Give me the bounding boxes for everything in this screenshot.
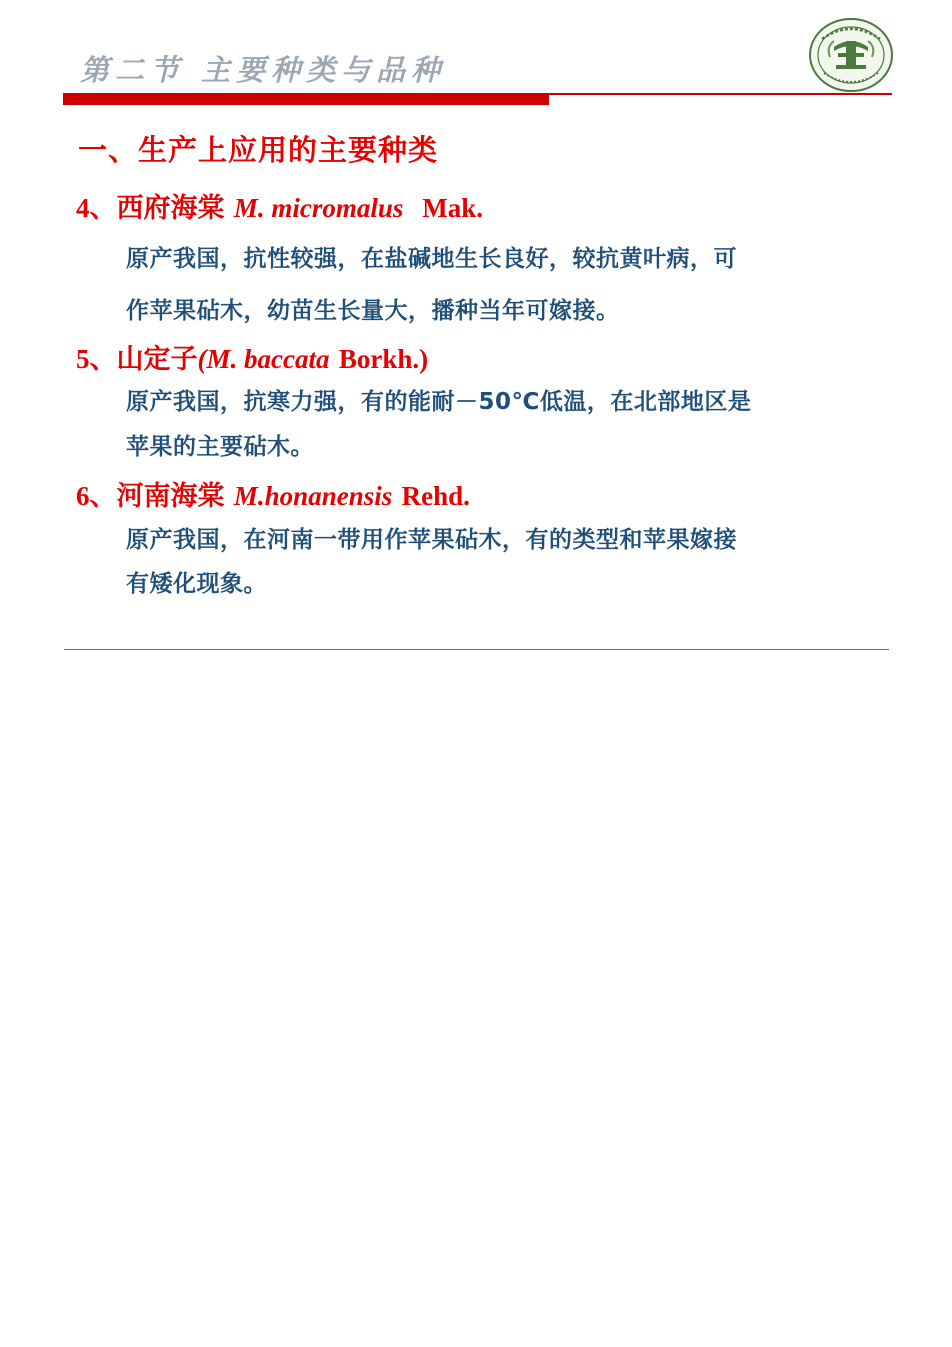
species-cn-name: 山定子 (116, 344, 198, 375)
species-author: Mak. (422, 193, 483, 223)
species-title (76, 186, 483, 225)
main-heading: 一、生产上应用的主要种类 (78, 133, 439, 167)
species-description-text: 原产我国，抗寒力强，有的能耐－50℃低温，在北部地区是 (126, 389, 752, 415)
species-number: 6、 (76, 481, 117, 511)
species-title (76, 474, 470, 513)
species-author: Borkh. (338, 344, 420, 374)
species-title (76, 337, 428, 376)
university-seal-icon (808, 17, 894, 93)
species-description-line (126, 383, 751, 416)
species-number: 4、 (76, 193, 117, 223)
close-paren: ) (419, 344, 429, 374)
species-number: 5、 (76, 344, 117, 374)
species-description-line: 原产我国，抗性较强，在盐碱地生长良好，较抗黄叶病，可 (126, 246, 737, 272)
header-rule-thin (549, 93, 892, 95)
header-rule-thick (63, 93, 549, 105)
species-description-line: 有矮化现象。 (126, 571, 267, 597)
species-description-line: 原产我国，在河南一带用作苹果砧木，有的类型和苹果嫁接 (126, 527, 737, 553)
species-description-line: 苹果的主要砧木。 (126, 434, 314, 460)
footer-divider (64, 649, 889, 650)
species-latin-name: M. micromalus (233, 193, 404, 223)
species-latin-name: M. baccata (206, 344, 330, 374)
section-header: 第二节 主要种类与品种 (80, 53, 447, 87)
species-latin-name: M.honanensis (233, 481, 393, 511)
species-cn-name: 河南海棠 (116, 481, 225, 512)
open-paren: ( (197, 344, 207, 374)
species-description-line: 作苹果砧木，幼苗生长量大，播种当年可嫁接。 (126, 298, 620, 324)
species-author: Rehd. (401, 481, 470, 511)
species-cn-name: 西府海棠 (116, 193, 225, 224)
